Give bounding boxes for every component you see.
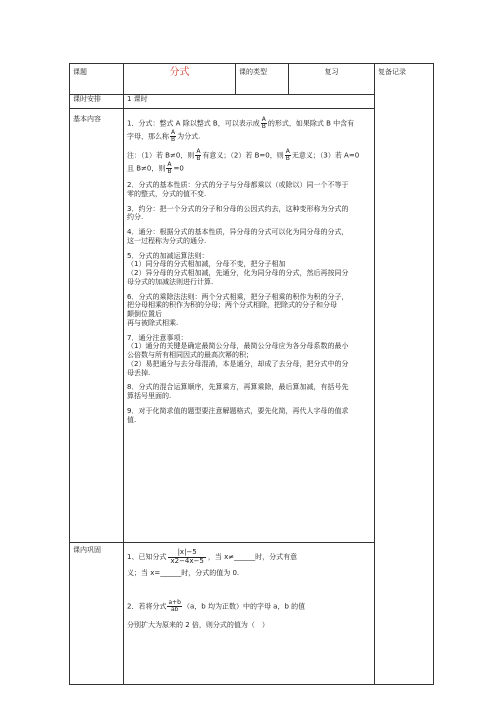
content-body <box>124 109 375 543</box>
notes-line-5: 母丢掉. <box>127 368 151 377</box>
header-row <box>70 64 434 95</box>
order-of-operations-line-1: 8．分式的混合运算顺序，先算乘方，再算乘除，最后算加减，有括号先 <box>127 383 349 392</box>
property-line-1: 2．分式的基本性质：分式的分子与分母都乘以（或除以）同一个不等于 <box>127 181 349 189</box>
add-subtract-rule-line-1: 5．分式的加减运算法则： <box>127 251 209 260</box>
add-subtract-rule-line-2: （1）同分母的分式相加减，分母不变，把分子相加 <box>127 260 286 269</box>
content-label: 基本内容 <box>70 109 124 543</box>
topic-value: 分式 <box>124 64 236 95</box>
add-subtract-rule-line-3: （2）异分母的分式相加减，先通分，化为同分母的分式，然后再按同分 <box>127 269 349 277</box>
fraction-a-over-b: $\frac{A}{B}$ <box>261 116 266 130</box>
question-1-fraction: $\frac{|x|-5}{x2-4x-5}$ <box>170 548 204 565</box>
lesson-type-value: 复习 <box>289 64 375 95</box>
notes-line-4: （2）易把通分与去分母混淆，本是通分，却成了去分母，把分式中的分 <box>127 359 349 368</box>
consolidation-label: 课内巩固 <box>70 543 124 685</box>
question-1-line-1: 1、已知分式 $\frac{|x|-5}{x2-4x-5}$ ，当 x≠______时，分式有意 <box>127 548 298 565</box>
question-2-fraction: $\frac{a+b}{ab}$ <box>168 599 181 614</box>
fraction-a-over-b: $\frac{A}{B}$ <box>196 148 201 162</box>
common-denominator-line-1: 4．通分：根据分式的基本性质，异分母的分式可以化为同分母的分式， <box>127 228 349 236</box>
property-line-2: 零的整式，分式的值不变. <box>127 189 207 198</box>
fraction-a-over-b: $\frac{A}{B}$ <box>285 148 290 162</box>
simplify-evaluate-line-1: 9．对于化简求值的题型要注意解题格式，要先化简，再代人字母的值求 <box>127 406 349 415</box>
fraction-a-over-b: $\frac{A}{B}$ <box>167 161 172 175</box>
definition-line-2: 字母，那么称 $\frac{A}{B}$ 为分式. <box>127 129 201 143</box>
lesson-type-label: 课的类型 <box>236 64 289 95</box>
reduction-line-1: 3．约分：把一个分式的分子和分母的公因式约去，这种变形称为分式的 <box>127 204 349 213</box>
lesson-plan-table <box>69 63 434 685</box>
question-2-line-2: 分别扩大为原来的 2 倍，则分式的值为（ ） <box>127 621 269 630</box>
notes-line-1: 7．通分注意事项： <box>127 333 188 342</box>
reduction-line-2: 约分. <box>127 213 144 222</box>
multiply-divide-rule-line-3: 颠倒位置后 <box>127 310 162 318</box>
add-subtract-rule-line-4: 母分式的加减法则进行计算. <box>127 277 214 286</box>
common-denominator-line-2: 这一过程称为分式的通分. <box>127 236 207 245</box>
simplify-evaluate-line-2: 值. <box>127 415 137 424</box>
consolidation-body <box>124 543 375 685</box>
hours-value: 1 课时 <box>124 95 375 109</box>
notes-column <box>375 64 434 685</box>
multiply-divide-rule-line-4: 再与被除式相乘. <box>127 318 179 327</box>
fraction-a-over-b: $\frac{A}{B}$ <box>171 129 176 143</box>
multiply-divide-rule-line-1: 6．分式的乘除法法则：两个分式相乘，把分子相乘的积作为积的分子， <box>127 292 349 301</box>
notes-line-2: （1）通分的关键是确定最简公分母，最简公分母应为各分母系数的最小 <box>127 342 349 351</box>
notes-label: 复备记录 <box>378 68 406 76</box>
question-2-line-1: 2．若将分式 $\frac{a+b}{ab}$ （a，b 均为正数）中的字母 a，b 的值 <box>127 599 306 614</box>
topic-label: 课题 <box>70 64 124 95</box>
multiply-divide-rule-line-2: 把分母相乘的积作为积的分母；两个分式相除，把除式的分子和分母 <box>127 301 337 310</box>
question-1-line-2: 义；当 x=______时，分式的值为 0. <box>127 569 240 578</box>
note-line-1: 注：（1）若 B≠0，则 $\frac{A}{B}$ 有意义；（2）若 B=0，则 $\frac{A}{B}$ 无意义；（3）若 A=0 <box>127 148 360 162</box>
order-of-operations-line-2: 算括号里面的. <box>127 392 172 400</box>
notes-line-3: 公倍数与所有相同因式的最高次幂的积； <box>127 351 253 359</box>
hours-label: 课时安排 <box>70 95 124 109</box>
note-line-2: 且 B≠0，则 $\frac{A}{B}$ =0 <box>127 161 184 175</box>
definition-line-1: 1．分式：整式 A 除以整式 B，可以表示成 $\frac{A}{B}$ 的形式，如果除式 B 中含有 <box>127 116 355 130</box>
